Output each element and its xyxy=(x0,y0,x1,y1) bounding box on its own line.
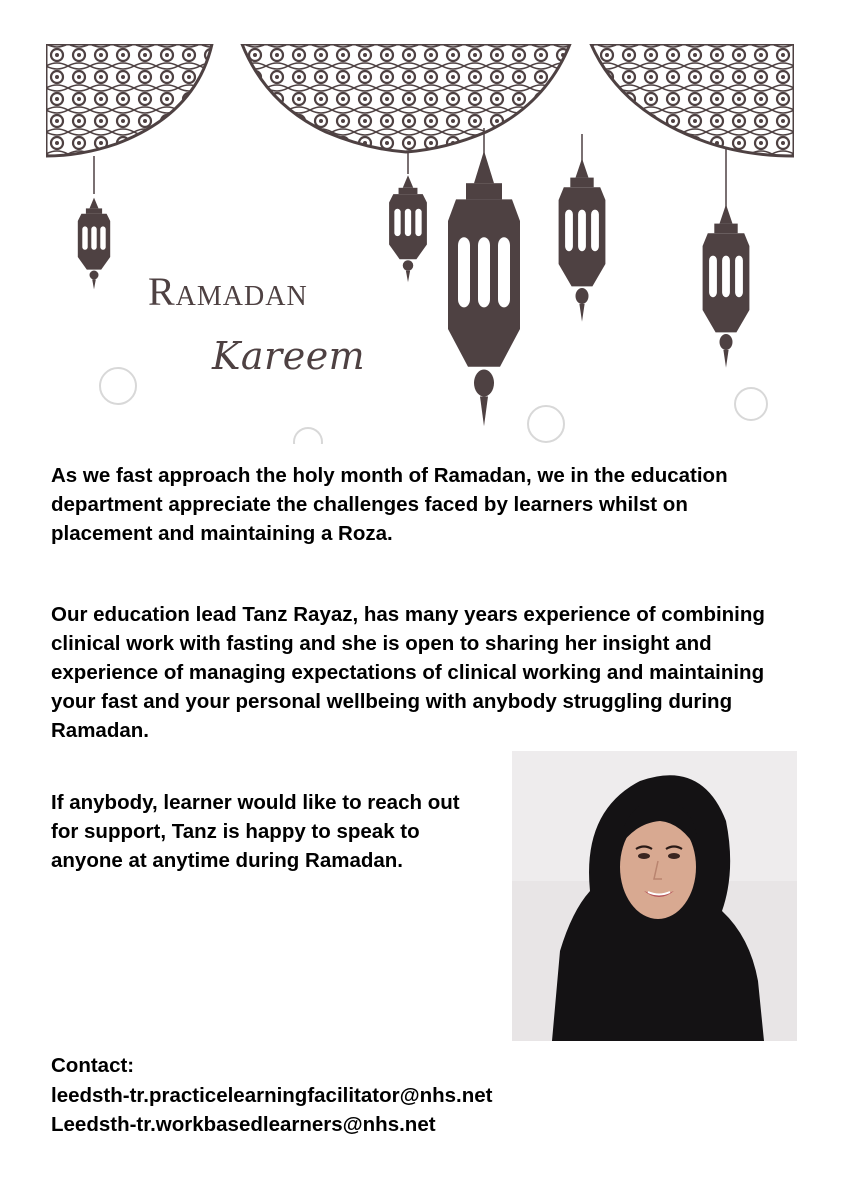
mandala-ornament-right xyxy=(591,44,794,156)
banner-artwork xyxy=(46,44,794,444)
watermark-marks xyxy=(100,368,767,444)
education-lead-paragraph: Our education lead Tanz Rayaz, has many years experience of combining clinical work with fasting and she is open to sharing her insight and experience of managing expectations of clinical working and maintaining your fast and your personal wellbeing with anybody struggling during Ramadan. xyxy=(51,603,765,742)
contact-block xyxy=(51,1051,492,1140)
intro-paragraph: As we fast approach the holy month of Ramadan, we in the education department appreciate the challenges faced by learners whilst on placement and maintaining a Roza. xyxy=(51,464,728,545)
portrait-photo xyxy=(512,751,797,1041)
ramadan-banner xyxy=(46,44,794,444)
contact-heading: Contact: xyxy=(51,1054,135,1077)
contact-email-practice-learning[interactable]: leedsth-tr.practicelearningfacilitator@nhs.net xyxy=(51,1083,493,1107)
contact-email-work-based-learners[interactable]: Leedsth-tr.workbasedlearners@nhs.net xyxy=(51,1113,436,1136)
banner-title-ramadan: Ramadan xyxy=(148,269,308,314)
mandala-ornament-center xyxy=(242,44,570,152)
banner-title-kareem: Kareem xyxy=(212,334,366,378)
support-paragraph: If anybody, learner would like to reach out for support, Tanz is happy to speak to anyone at anytime during Ramadan. xyxy=(51,791,460,872)
mandala-ornament-left xyxy=(46,44,212,156)
